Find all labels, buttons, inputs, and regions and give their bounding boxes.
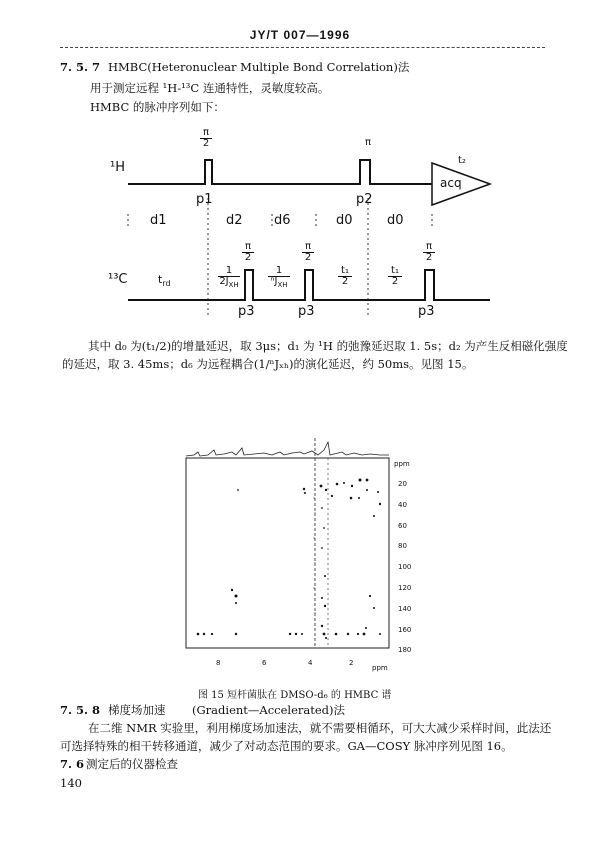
y-tick: 60: [398, 521, 407, 530]
c-pi2-label-3: $\frac{\pi}{2}$: [423, 242, 435, 263]
c-channel-label: ¹³C: [108, 272, 128, 287]
section-76-title: 测定后的仪器检查: [86, 757, 178, 771]
p3-label-2: p3: [298, 304, 315, 319]
t1-over-2-label-2: $\frac{\text{t₁}}{2}$: [388, 266, 402, 287]
h-channel-line: [128, 160, 432, 184]
page-header: JY/T 007—1996: [249, 28, 351, 42]
section-758-title-en: (Gradient—Accelerated)法: [192, 703, 346, 717]
y-tick: 80: [398, 542, 407, 551]
p2-label: p2: [356, 192, 373, 207]
x-tick: 6: [262, 659, 267, 667]
section-757-number: 7. 5. 7: [60, 60, 101, 74]
c-pi2-label-2: $\frac{\pi}{2}$: [302, 242, 314, 263]
section-757-title: HMBC(Heteronuclear Multiple Bond Correlation)法: [108, 60, 410, 74]
x-axis-unit: ppm: [372, 664, 388, 672]
y-tick: 140: [398, 604, 412, 613]
section-758-line1: 在二维 NMR 实验里，利用梯度场加速法，就不需要相循环，可大大减少采样时间，此法还: [88, 721, 552, 735]
figure-caption: 图 15 短杆菌肽在 DMSO-d₆ 的 HMBC 谱: [198, 690, 392, 701]
section-758-number: 7. 5. 8: [60, 703, 101, 717]
y-tick: 20: [398, 480, 407, 488]
y-tick: 160: [398, 625, 412, 634]
p3-label-3: p3: [418, 304, 435, 319]
y-tick: 100: [398, 563, 412, 572]
section-757-line1: 用于测定远程 ¹H-¹³C 连通特性，灵敏度较高。: [90, 81, 330, 95]
c-pi2-label-1: $\frac{\pi}{2}$: [242, 242, 254, 263]
h-pi2-label: $\frac{\pi}{2}$: [200, 128, 212, 149]
delay-d0-second: d0: [387, 213, 404, 228]
delay-d2: d2: [226, 213, 243, 228]
top-projection: [186, 442, 389, 456]
section-76-number: 7. 6: [60, 757, 85, 771]
delay-d1: d1: [150, 213, 167, 228]
paragraph-line2: 的延迟，取 3. 45ms；d₆ 为远程耦合(1/ⁿJₓₕ)的演化延迟，约 50ms。见图 15。: [62, 357, 474, 371]
delay-d6: d6: [274, 213, 291, 228]
hmbc-spectrum: [184, 428, 414, 673]
y-tick: 40: [398, 500, 407, 509]
c-channel-line: [128, 270, 490, 300]
x-tick: 4: [308, 659, 313, 667]
paragraph-line1: 其中 d₀ 为(t₁/2)的增量延迟，取 3μs；d₁ 为 ¹H 的弛豫延迟取 1. 5s；d₂ 为产生反相磁化强度: [88, 339, 568, 353]
p3-label-1: p3: [238, 304, 255, 319]
trd-label: $t_{rd}$: [158, 273, 171, 289]
page-number: 140: [60, 776, 82, 790]
t2-label: t₂: [458, 155, 466, 166]
section-758-title-cn: 梯度场加速: [108, 703, 166, 717]
pulse-sequence-diagram: [80, 118, 520, 328]
section-758-line2: 可选择特殊的相干转移通道，减少了对动态范围的要求。GA—COSY 脉冲序列见图 16。: [60, 739, 513, 753]
p1-label: p1: [196, 192, 213, 207]
x-tick: 2: [349, 659, 354, 667]
acq-label: acq: [440, 176, 462, 190]
y-axis-unit: ppm: [394, 460, 410, 468]
header-divider: [60, 47, 545, 48]
one-over-njxh-label: 1 ⁿJ$_{XH}$: [268, 266, 290, 290]
section-757-line2: HMBC 的脉冲序列如下：: [90, 100, 225, 114]
h-pi-label: π: [364, 137, 372, 148]
t1-over-2-label-1: $\frac{\text{t₁}}{2}$: [338, 266, 352, 287]
y-tick: 120: [398, 583, 412, 592]
y-tick: 180: [398, 646, 412, 655]
h-channel-label: ¹H: [110, 160, 125, 175]
x-tick: 8: [216, 659, 221, 667]
y-axis-ticks: [398, 474, 411, 661]
delay-d0-first: d0: [336, 213, 353, 228]
one-over-2jxh-label: 1 $2J_{XH}$: [219, 265, 239, 289]
cross-peaks: [197, 479, 382, 640]
